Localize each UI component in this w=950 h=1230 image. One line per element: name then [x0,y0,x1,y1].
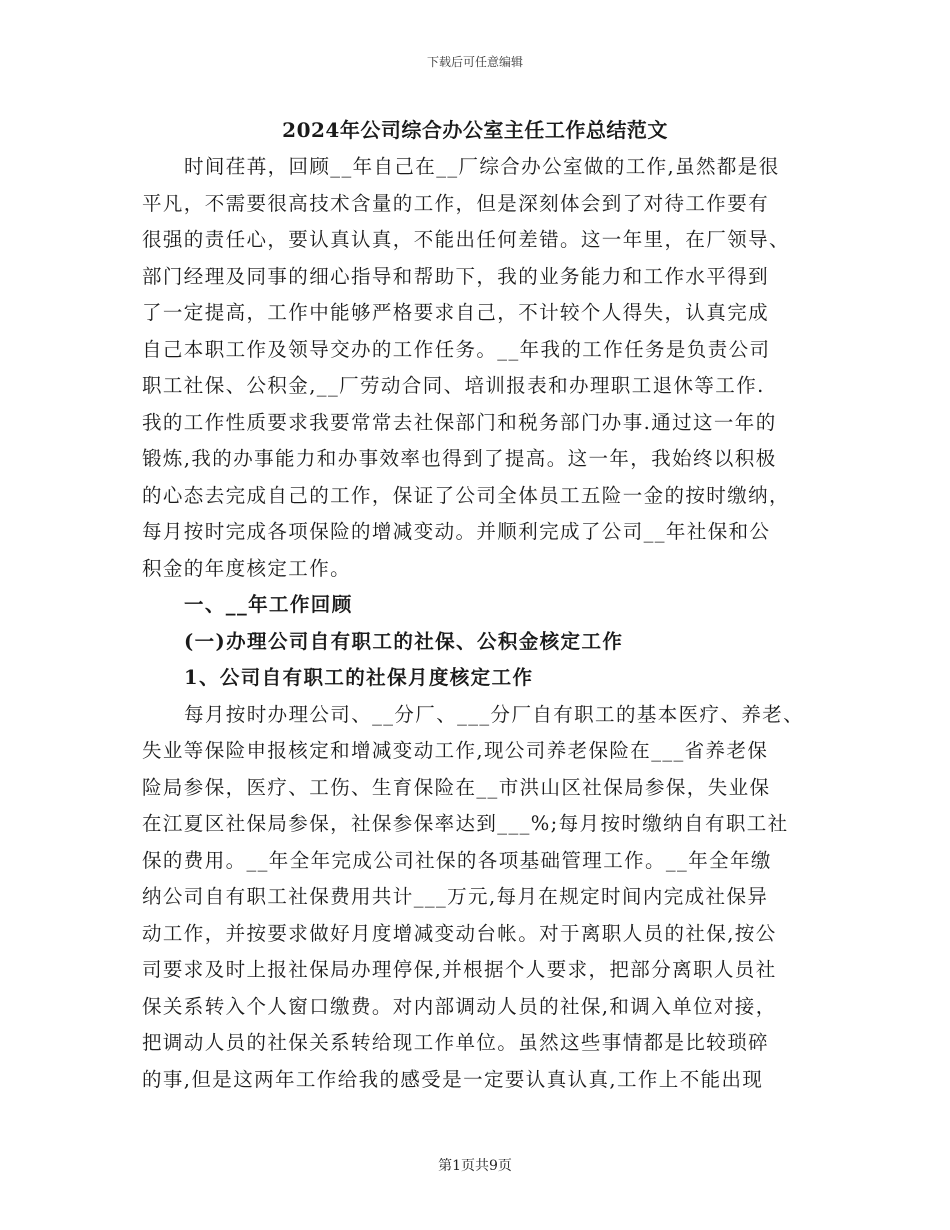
text-line: 把调动人员的社保关系转给现工作单位。虽然这些事情都是比较琐碎 [142,1031,770,1054]
text-line: 了一定提高，工作中能够严格要求自己，不计较个人得失，认真完成 [142,301,770,324]
text-line: 保的费用。__年全年完成公司社保的各项基础管理工作。__年全年缴 [142,848,772,872]
text-line: 很强的责任心，要认真认真，不能出任何差错。这一年里，在厂领导、 [142,228,790,251]
text-line: 的事,但是这两年工作给我的感受是一定要认真认真,工作上不能出现 [142,1067,764,1091]
text-line: 我的工作性质要求我要常常去社保部门和税务部门办事.通过这一年的 [142,410,777,434]
text-line: 动工作，并按要求做好月度增减变动台帐。对于离职人员的社保,按公 [142,921,777,945]
section-heading: 一、__年工作回顾 [184,593,353,616]
text-line: 的心态去完成自己的工作，保证了公司全体员工五险一金的按时缴纳， [142,483,790,507]
page-footer: 第1页共9页 [438,1158,512,1174]
text-line: 职工社保、公积金,__厂劳动合同、培训报表和办理职工退休等工作. [142,374,765,397]
section-heading: 1、公司自有职工的社保月度核定工作 [184,666,534,689]
text-line: 锻炼,我的办事能力和办事效率也得到了提高。这一年，我始终以积极 [142,447,777,470]
text-line: 纳公司自有职工社保费用共计___万元,每月在规定时间内完成社保异 [142,885,769,908]
text-line: 时间荏苒，回顾__年自己在__厂综合办公室做的工作,虽然都是很 [184,155,780,178]
header-note: 下载后可任意编辑 [426,55,523,69]
text-line: 司要求及时上报社保局办理停保,并根据个人要求，把部分离职人员社 [142,958,777,981]
text-line: 积金的年度核定工作。 [142,556,352,580]
text-line: 每月按时完成各项保险的增减变动。并顺利完成了公司__年社保和公 [142,520,771,543]
text-line: 失业等保险申报核定和增减变动工作,现公司养老保险在___省养老保 [142,739,769,762]
text-line: 每月按时办理公司、__分厂、___分厂自有职工的基本医疗、养老、 [184,702,805,726]
text-line: 保关系转入个人窗口缴费。对内部调动人员的社保,和调入单位对接， [142,994,777,1018]
text-line: 险局参保，医疗、工伤、生育保险在__市洪山区社保局参保，失业保 [142,775,771,799]
section-heading: (一)办理公司自有职工的社保、公积金核定工作 [184,629,624,653]
text-line: 部门经理及同事的细心指导和帮助下，我的业务能力和工作水平得到 [142,264,770,288]
text-line: 自己本职工作及领导交办的工作任务。__年我的工作任务是负责公司 [142,337,771,361]
page-title: 2024年公司综合办公室主任工作总结范文 [282,118,668,142]
document-body [142,149,822,1098]
text-line: 平凡，不需要很高技术含量的工作，但是深刻体会到了对待工作要有 [142,191,770,215]
text-line: 在江夏区社保局参保，社保参保率达到___%;每月按时缴纳自有职工社 [142,812,789,835]
